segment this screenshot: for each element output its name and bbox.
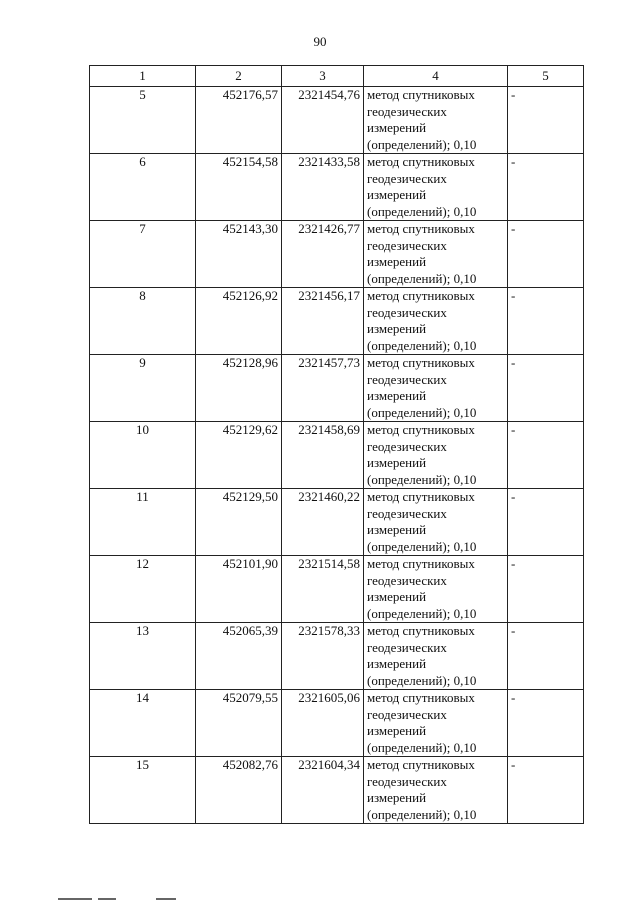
scan-artifact [58,898,178,901]
note: - [508,690,584,757]
point-number: 11 [90,489,196,556]
note: - [508,757,584,824]
coordinate-y: 2321514,58 [282,556,364,623]
note: - [508,489,584,556]
point-number: 15 [90,757,196,824]
point-number: 5 [90,87,196,154]
note: - [508,422,584,489]
coordinate-x: 452154,58 [196,154,282,221]
header-col-3: 3 [282,66,364,87]
note: - [508,556,584,623]
note: - [508,221,584,288]
coordinate-x: 452129,50 [196,489,282,556]
note: - [508,288,584,355]
method-accuracy: метод спутниковых геодезических измерений (определений); 0,10 [364,489,508,556]
point-number: 8 [90,288,196,355]
method-accuracy: метод спутниковых геодезических измерений (определений); 0,10 [364,355,508,422]
coordinate-x: 452129,62 [196,422,282,489]
point-number: 7 [90,221,196,288]
coordinate-y: 2321454,76 [282,87,364,154]
method-accuracy: метод спутниковых геодезических измерений (определений); 0,10 [364,623,508,690]
note: - [508,87,584,154]
table-row [90,154,584,221]
page-number: 90 [313,34,327,49]
coordinate-y: 2321604,34 [282,757,364,824]
table-header [90,66,584,87]
coordinate-x: 452143,30 [196,221,282,288]
coordinate-x: 452126,92 [196,288,282,355]
table-row [90,623,584,690]
method-accuracy: метод спутниковых геодезических измерений (определений); 0,10 [364,288,508,355]
header-row [90,66,584,87]
table-row [90,288,584,355]
header-col-1: 1 [90,66,196,87]
table-row [90,489,584,556]
header-col-2: 2 [196,66,282,87]
point-number: 6 [90,154,196,221]
point-number: 14 [90,690,196,757]
coordinate-y: 2321460,22 [282,489,364,556]
coordinate-y: 2321605,06 [282,690,364,757]
method-accuracy: метод спутниковых геодезических измерений (определений); 0,10 [364,154,508,221]
coordinate-x: 452176,57 [196,87,282,154]
table-row [90,690,584,757]
table-body [90,87,584,824]
table-row [90,355,584,422]
note: - [508,154,584,221]
header-col-4: 4 [364,66,508,87]
table-row [90,757,584,824]
note: - [508,623,584,690]
method-accuracy: метод спутниковых геодезических измерений (определений); 0,10 [364,690,508,757]
coordinate-x: 452079,55 [196,690,282,757]
point-number: 12 [90,556,196,623]
coordinate-y: 2321457,73 [282,355,364,422]
table-row [90,221,584,288]
point-number: 9 [90,355,196,422]
coordinate-y: 2321426,77 [282,221,364,288]
coordinate-y: 2321456,17 [282,288,364,355]
coordinate-y: 2321458,69 [282,422,364,489]
note: - [508,355,584,422]
table-row [90,556,584,623]
coordinate-x: 452065,39 [196,623,282,690]
coordinate-x: 452082,76 [196,757,282,824]
method-accuracy: метод спутниковых геодезических измерений (определений); 0,10 [364,556,508,623]
coordinates-table [89,65,584,824]
header-col-5: 5 [508,66,584,87]
method-accuracy: метод спутниковых геодезических измерений (определений); 0,10 [364,422,508,489]
table-row [90,422,584,489]
coordinate-x: 452128,96 [196,355,282,422]
coordinate-y: 2321578,33 [282,623,364,690]
coordinate-y: 2321433,58 [282,154,364,221]
point-number: 13 [90,623,196,690]
table-row [90,87,584,154]
coordinate-x: 452101,90 [196,556,282,623]
method-accuracy: метод спутниковых геодезических измерений (определений); 0,10 [364,221,508,288]
point-number: 10 [90,422,196,489]
method-accuracy: метод спутниковых геодезических измерений (определений); 0,10 [364,87,508,154]
method-accuracy: метод спутниковых геодезических измерений (определений); 0,10 [364,757,508,824]
